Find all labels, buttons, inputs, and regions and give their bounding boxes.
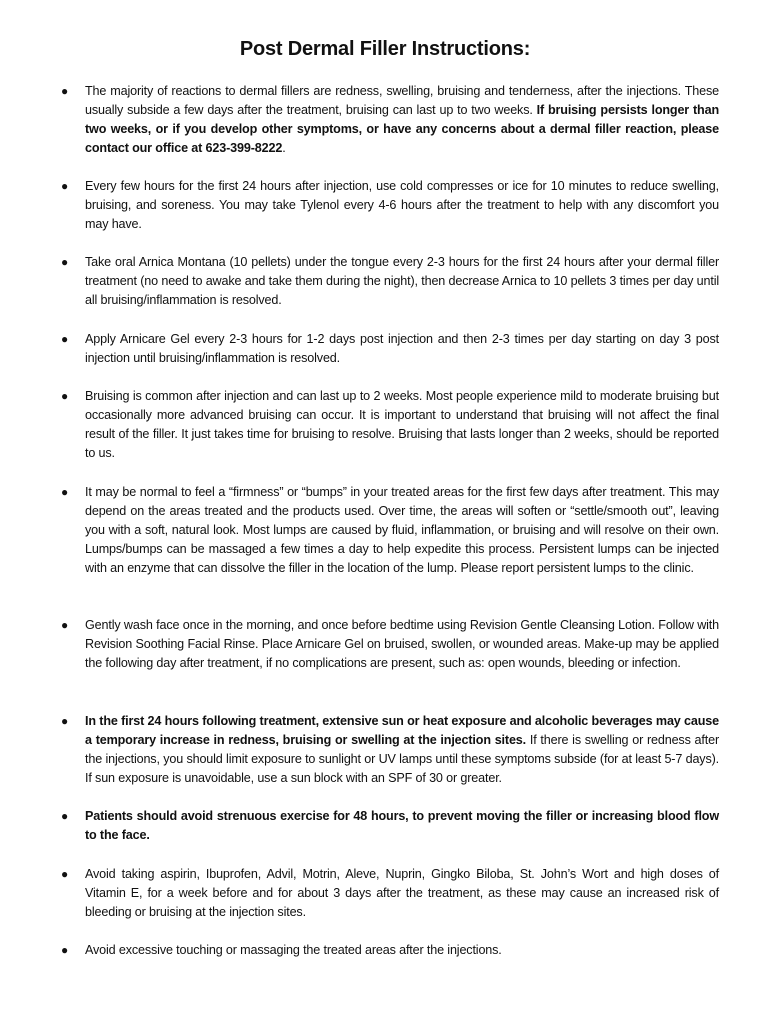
instruction-item: [61, 807, 719, 845]
bullet-icon: ●: [61, 714, 69, 728]
bullet-icon: ●: [61, 389, 69, 403]
bullet-icon: ●: [61, 332, 69, 346]
instruction-item: [61, 177, 719, 234]
bullet-icon: ●: [61, 84, 69, 98]
instruction-item: [61, 483, 719, 578]
instruction-text: Avoid excessive touching or massaging the treated areas after the injections.: [85, 943, 502, 957]
instruction-text: Avoid taking aspirin, Ibuprofen, Advil, Motrin, Aleve, Nuprin, Gingko Biloba, St. John’s Wort and high doses of Vitamin E, for a week before and for about 3 days after the treatment, as these may cause an increased risk of bleeding or bruising at the injection sites.: [85, 867, 719, 920]
instruction-item: [61, 253, 719, 310]
instruction-text: Take oral Arnica Montana (10 pellets) under the tongue every 2-3 hours for the first 24 hours after your dermal filler treatment (no need to awake and take them during the night), then decrease Arnica to 10 pellets 3 times per day until all bruising/inflammation is resolved.: [85, 255, 719, 308]
instruction-text: Gently wash face once in the morning, and once before bedtime using Revision Gentle Cleansing Lotion. Follow with Revision Soothing Facial Rinse. Place Arnicare Gel on bruised, swollen, or wounded areas. Make-up may be applied the following day after treatment, if no complications are present, such as: open wounds, bleeding or infection.: [85, 618, 719, 671]
instruction-item: [61, 865, 719, 922]
bullet-icon: ●: [61, 255, 69, 269]
instruction-tail-text: .: [282, 141, 286, 156]
bullet-icon: ●: [61, 867, 69, 881]
instruction-item: [61, 616, 719, 673]
instruction-text: The majority of reactions to dermal fillers are redness, swelling, bruising and tenderness, after the injections. These usually subside a few days after the treatment, bruising can last up to two weeks.: [85, 84, 719, 118]
bullet-icon: ●: [61, 485, 69, 499]
instruction-item: [61, 941, 719, 960]
instruction-item: [61, 82, 719, 158]
bullet-icon: ●: [61, 943, 69, 957]
instruction-bold-text: If bruising persists longer than two weeks, or if you develop other symptoms, or have any concerns about a dermal filler reaction, please contact our office at 623-399-8222: [85, 103, 719, 156]
page-title: Post Dermal Filler Instructions:: [239, 38, 531, 60]
bullet-icon: ●: [61, 618, 69, 632]
bullet-icon: ●: [61, 179, 69, 193]
instruction-text: Apply Arnicare Gel every 2-3 hours for 1-2 days post injection and then 2-3 times per day starting on day 3 post injection until bruising/inflammation is resolved.: [85, 332, 719, 366]
instruction-text: Bruising is common after injection and can last up to 2 weeks. Most people experience mild to moderate bruising but occasionally more advanced bruising can occur. It is important to understand that bruising will not affect the final result of the filler. It just takes time for bruising to resolve. Bruising that lasts longer than 2 weeks, should be reported to us.: [85, 389, 719, 461]
instruction-bold-text: Patients should avoid strenuous exercise for 48 hours, to prevent moving the filler or increasing blood flow to the face.: [85, 809, 719, 843]
instruction-item: [61, 387, 719, 463]
instruction-text: It may be normal to feel a “firmness” or “bumps” in your treated areas for the first few days after treatment. This may depend on the areas treated and the products used. Over time, the areas will soften or “settle/smooth out”, leaving you with a soft, natural look. Most lumps are caused by fluid, inflammation, or bruising and will resolve on their own. Lumps/bumps can be massaged a few times a day to help expedite this process. Persistent lumps can be injected with an enzyme that can dissolve the filler in the location of the lump. Please report persistent lumps to the clinic.: [85, 485, 719, 576]
instruction-tail-text: If there is swelling or redness after the injections, you should limit exposure to sunlight or UV lamps until these symptoms subside (for at least 5-7 days). If sun exposure is unavoidable, use a sun block with an SPF of 30 or greater.: [85, 733, 720, 786]
instruction-text: Every few hours for the first 24 hours after injection, use cold compresses or ice for 10 minutes to reduce swelling, bruising, and soreness. You may take Tylenol every 4-6 hours after the treatment to help with any discomfort you may have.: [85, 179, 719, 232]
bullet-icon: ●: [61, 809, 69, 823]
instruction-item: [61, 330, 719, 368]
instruction-item: [61, 712, 720, 788]
instruction-bold-text: In the first 24 hours following treatment, extensive sun or heat exposure and alcoholic beverages may cause a temporary increase in redness, bruising or swelling at the injection sites.: [85, 714, 719, 748]
